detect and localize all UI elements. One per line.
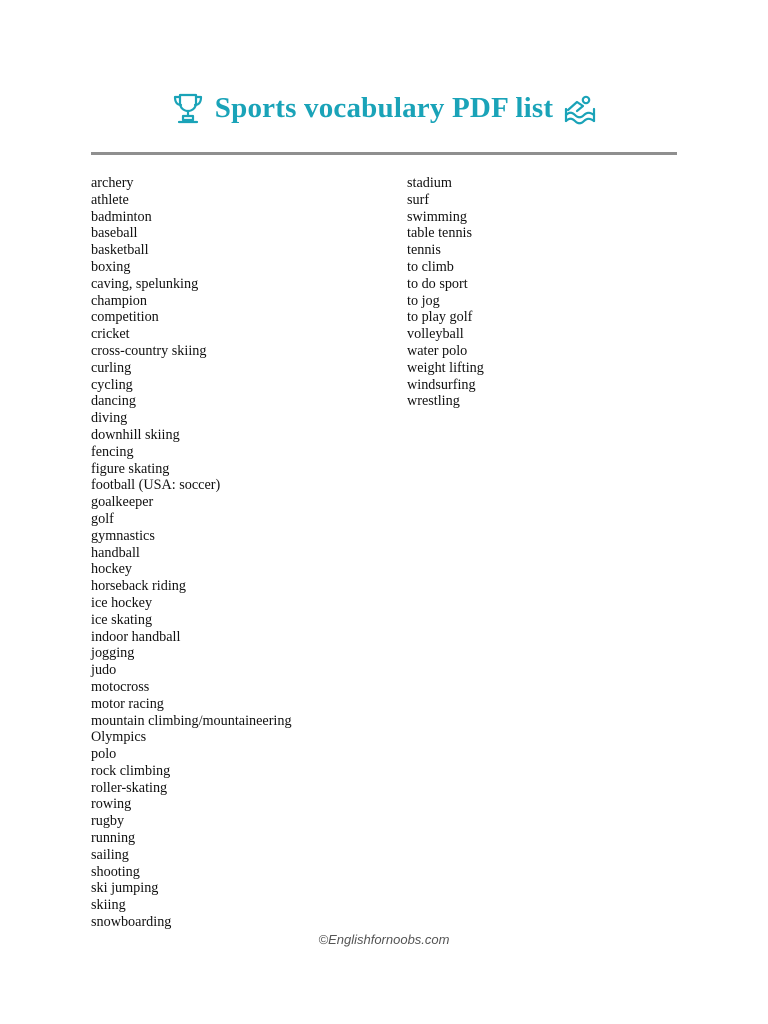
vocabulary-item: running (91, 830, 136, 847)
vocabulary-item: weight lifting (407, 359, 484, 376)
vocabulary-item: surf (407, 191, 430, 208)
vocabulary-item: goalkeeper (91, 494, 154, 511)
vocabulary-item: rock climbing (91, 762, 171, 779)
vocabulary-item: wrestling (407, 393, 460, 410)
swimming-icon (563, 91, 597, 125)
vocabulary-item: skiing (91, 897, 126, 914)
vocabulary-item: horseback riding (91, 578, 186, 595)
vocabulary-item: to play golf (407, 309, 473, 326)
header-divider (91, 152, 677, 155)
vocabulary-item: snowboarding (91, 914, 172, 931)
vocabulary-item: water polo (407, 342, 468, 359)
vocabulary-item: handball (91, 544, 140, 561)
vocabulary-item: roller-skating (91, 779, 168, 796)
vocabulary-item: motor racing (91, 695, 164, 712)
vocabulary-item: downhill skiing (91, 426, 180, 443)
vocabulary-item: dancing (91, 393, 136, 410)
vocabulary-item: competition (91, 309, 159, 326)
vocabulary-item: diving (91, 410, 128, 427)
vocabulary-item: curling (91, 359, 132, 376)
vocabulary-item: judo (91, 662, 117, 679)
vocabulary-item: motocross (91, 678, 150, 695)
vocabulary-item: polo (91, 746, 117, 763)
vocabulary-item: rowing (91, 796, 132, 813)
vocabulary-item: sailing (91, 846, 129, 863)
page-title: Sports vocabulary PDF list (214, 91, 554, 124)
vocabulary-item: swimming (407, 208, 467, 225)
vocabulary-item: to jog (407, 292, 440, 309)
vocabulary-item: badminton (91, 208, 152, 225)
vocabulary-item: cross-country skiing (91, 342, 207, 359)
vocabulary-item: figure skating (91, 460, 170, 477)
vocabulary-item: hockey (91, 561, 132, 578)
vocabulary-item: athlete (91, 191, 129, 208)
copyright-footer: ©Englishfornoobs.com (318, 932, 450, 947)
vocabulary-item: gymnastics (91, 527, 155, 544)
vocabulary-item: ice hockey (91, 594, 153, 611)
vocabulary-item: stadium (407, 175, 452, 191)
vocabulary-item: archery (91, 175, 134, 191)
vocabulary-item: Olympics (91, 729, 147, 746)
vocabulary-item: volleyball (407, 326, 464, 343)
vocabulary-item: baseball (91, 225, 138, 242)
vocabulary-item: rugby (91, 813, 125, 830)
vocabulary-item: ice skating (91, 611, 153, 628)
vocabulary-item: shooting (91, 863, 140, 880)
vocabulary-item: table tennis (407, 225, 473, 242)
vocabulary-item: football (USA: soccer) (91, 477, 221, 494)
vocabulary-item: champion (91, 292, 147, 309)
vocabulary-item: boxing (91, 258, 131, 275)
page-header (0, 82, 768, 134)
vocabulary-item: jogging (91, 645, 135, 662)
vocabulary-item: tennis (407, 242, 441, 259)
vocabulary-list-right (407, 175, 667, 410)
vocabulary-item: windsurfing (407, 376, 476, 393)
vocabulary-item: cycling (91, 376, 133, 393)
vocabulary-list-left (91, 175, 391, 931)
vocabulary-item: to climb (407, 258, 454, 275)
vocabulary-item: basketball (91, 242, 149, 259)
vocabulary-item: ski jumping (91, 880, 159, 897)
vocabulary-item: to do sport (407, 275, 468, 292)
vocabulary-item: fencing (91, 443, 134, 460)
vocabulary-item: mountain climbing/mountaineering (91, 712, 292, 729)
vocabulary-item: cricket (91, 326, 130, 343)
vocabulary-item: golf (91, 510, 114, 527)
trophy-icon (171, 91, 205, 125)
vocabulary-item: indoor handball (91, 628, 181, 645)
vocabulary-item: caving, spelunking (91, 275, 199, 292)
